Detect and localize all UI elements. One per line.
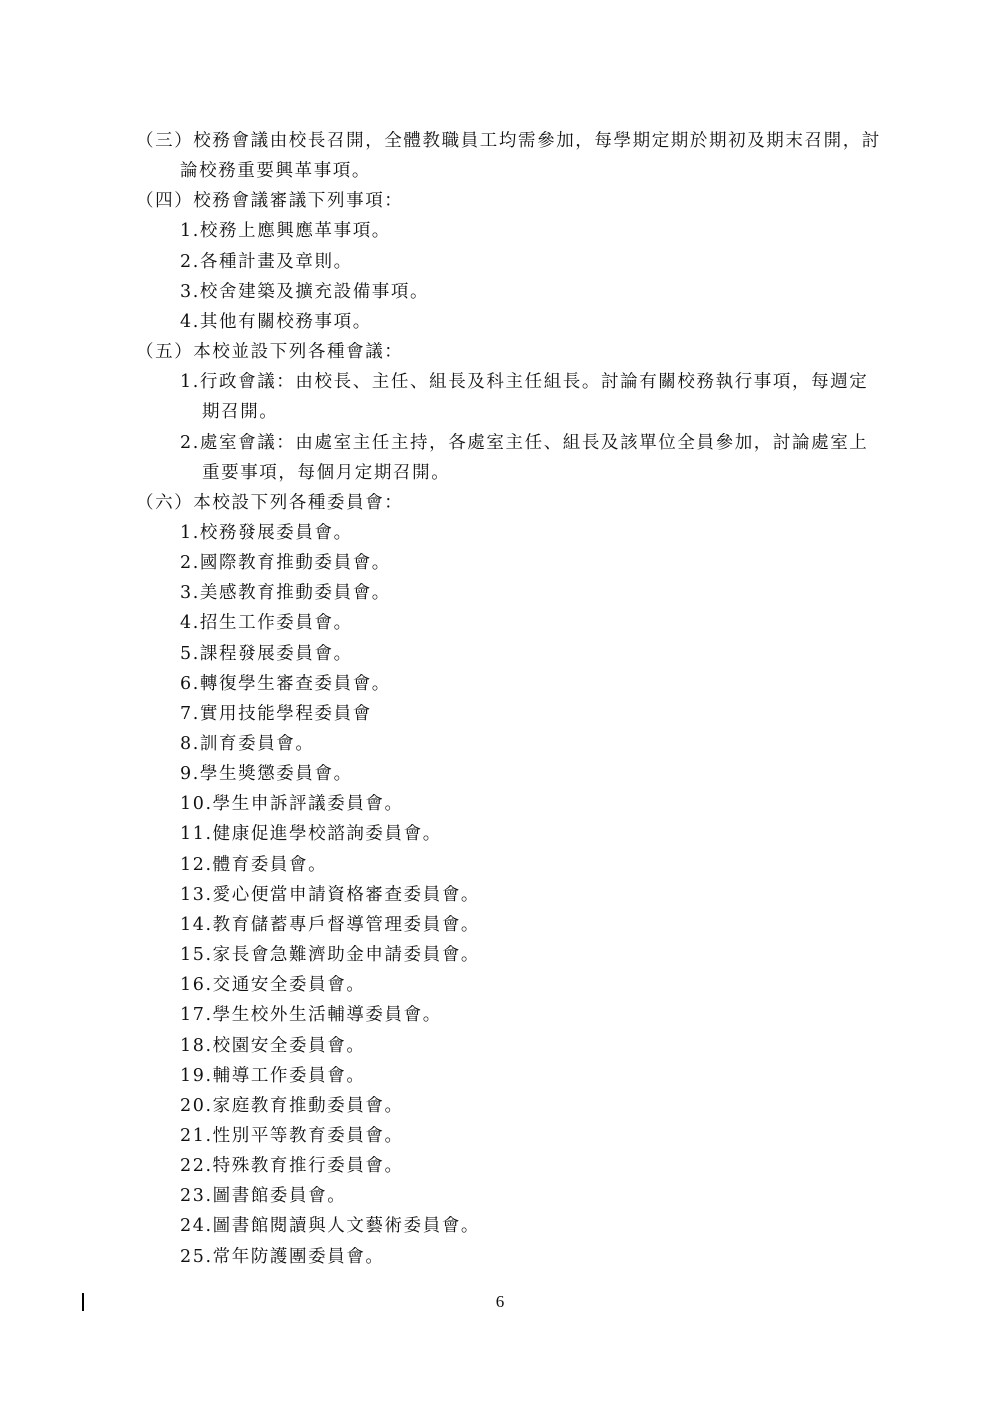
section-heading: （四）校務會議審議下列事項： [136,191,404,212]
list-item: 7.實用技能學程委員會 [180,703,372,724]
page-number: 6 [495,1292,505,1311]
list-item: 17.學生校外生活輔導委員會。 [180,1005,442,1026]
list-item: 13.愛心便當申請資格審查委員會。 [180,884,481,905]
list-item: 20.家庭教育推動委員會。 [180,1095,404,1116]
section-heading: （五）本校並設下列各種會議： [136,342,404,363]
list-item: 5.課程發展委員會。 [180,643,353,664]
list-item: 6.轉復學生審查委員會。 [180,673,391,694]
list-item: 8.訓育委員會。 [180,734,315,754]
list-item: 10.學生申訴評議委員會。 [180,794,404,815]
list-item: 4.招生工作委員會。 [180,613,353,634]
continuation-line: 期召開。 [202,402,279,423]
list-item: 1.校務發展委員會。 [180,522,353,543]
list-item: 4.其他有關校務事項。 [180,311,372,332]
list-item: 2.各種計畫及章則。 [180,251,353,272]
list-item: 22.特殊教育推行委員會。 [180,1156,404,1177]
continuation-line: 論校務重要興革事項。 [180,161,371,182]
list-item: 12.體育委員會。 [180,854,328,875]
section-heading: （六）本校設下列各種委員會： [136,492,404,513]
list-item: 3.校舍建築及擴充設備事項。 [180,281,430,302]
list-item: 2.處室會議：由處室主任主持，各處室主任、組長及該單位全員參加，討論處室上 [180,432,869,453]
list-item: 16.交通安全委員會。 [180,975,366,996]
list-item: 3.美感教育推動委員會。 [180,583,391,604]
list-item: 2.國際教育推動委員會。 [180,553,391,574]
list-item: 24.圖書館閱讀與人文藝術委員會。 [180,1216,481,1237]
list-item: 11.健康促進學校諮詢委員會。 [180,824,442,845]
list-item: 19.輔導工作委員會。 [180,1065,366,1086]
list-item: 25.常年防護團委員會。 [180,1246,385,1267]
list-item: 9.學生獎懲委員會。 [180,764,353,785]
list-item: 21.性別平等教育委員會。 [180,1125,404,1146]
list-item: 23.圖書館委員會。 [180,1186,347,1207]
list-item: 1.校務上應興應革事項。 [180,221,391,242]
list-item: 15.家長會急難濟助金申請委員會。 [180,945,481,966]
list-item: 1.行政會議：由校長、主任、組長及科主任組長。討論有關校務執行事項，每週定 [180,372,869,393]
list-item: 14.教育儲蓄專戶督導管理委員會。 [180,914,481,935]
continuation-line: 重要事項，每個月定期召開。 [202,462,451,483]
list-item: 18.校園安全委員會。 [180,1035,366,1056]
section-heading: （三）校務會議由校長召開，全體教職員工均需參加，每學期定期於期初及期末召開，討 [136,131,881,151]
